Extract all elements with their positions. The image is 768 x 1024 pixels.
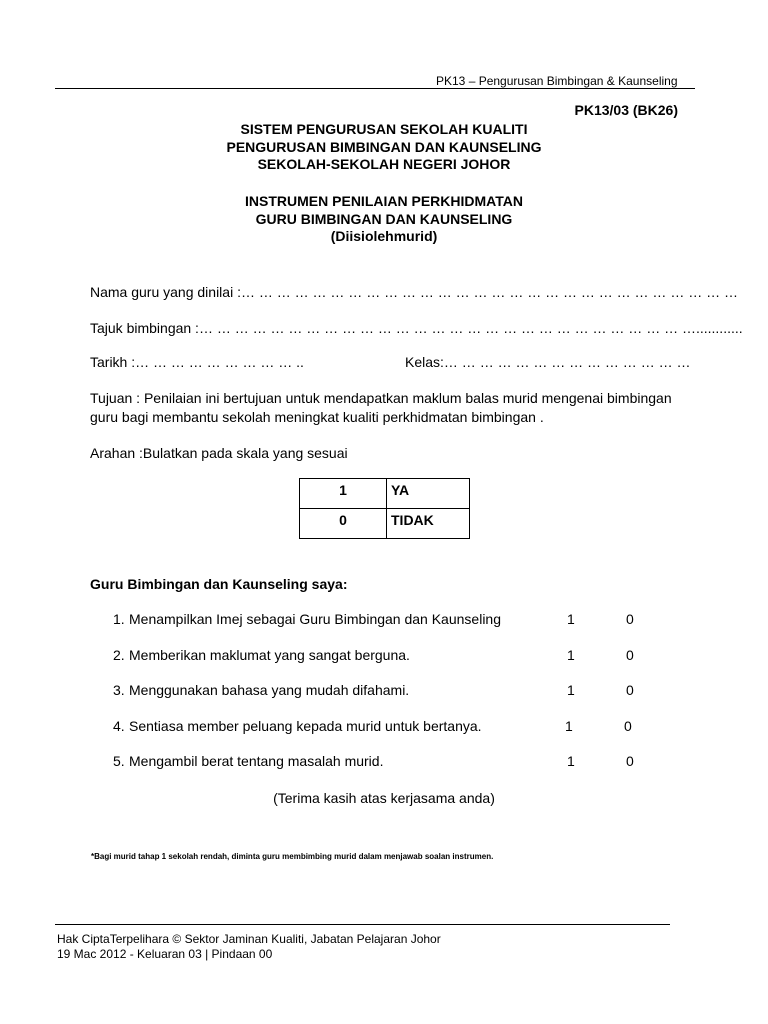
scale-value-cell: 0	[300, 509, 387, 539]
question-text: Menampilkan Imej sebagai Guru Bimbingan dan Kaunseling	[129, 611, 501, 627]
question-number: 4.	[113, 718, 125, 734]
title-line-2: PENGURUSAN BIMBINGAN DAN KAUNSELING	[226, 138, 542, 155]
footer-copyright: Hak CiptaTerpelihara © Sektor Jaminan Kualiti, Jabatan Pelajaran Johor	[57, 932, 441, 946]
title-block	[0, 121, 768, 174]
class-field[interactable]: Kelas:… … … … … … … … … … … … … …	[405, 354, 691, 370]
question-number: 5.	[113, 753, 125, 769]
topic-field[interactable]: Tajuk bimbingan :… … … … … … … … … … … … … … … … … … … … … … … … … … … …............	[90, 320, 743, 336]
section-title: Guru Bimbingan dan Kaunseling saya:	[90, 576, 348, 592]
question-item	[113, 647, 673, 665]
question-text: Mengambil berat tentang masalah murid.	[129, 753, 384, 769]
instrument-title-line-3: (Diisiolehmurid)	[330, 228, 438, 244]
question-text: Sentiasa member peluang kepada murid untuk bertanya.	[129, 718, 482, 734]
answer-option-0[interactable]: 0	[626, 647, 634, 663]
teacher-name-field[interactable]: Nama guru yang dinilai :… … … … … … … … … … … … … … … … … … … … … … … … … … … …	[90, 284, 738, 300]
footer-divider	[55, 924, 670, 925]
scale-label-cell: TIDAK	[387, 509, 470, 539]
answer-option-0[interactable]: 0	[626, 682, 634, 698]
instrument-title-line-1: INSTRUMEN PENILAIAN PERKHIDMATAN	[245, 193, 523, 209]
header-text: PK13 – Pengurusan Bimbingan & Kaunseling	[436, 74, 678, 88]
instrument-title-line-2: GURU BIMBINGAN DAN KAUNSELING	[255, 210, 513, 227]
question-item	[113, 682, 673, 700]
instruction-text: Arahan :Bulatkan pada skala yang sesuai	[90, 445, 348, 461]
answer-option-1[interactable]: 1	[567, 753, 575, 769]
scale-table	[299, 478, 470, 539]
scale-row	[300, 509, 470, 539]
document-code: PK13/03 (BK26)	[574, 102, 678, 118]
scale-row	[300, 479, 470, 509]
header-divider	[55, 88, 695, 89]
answer-option-0[interactable]: 0	[626, 611, 634, 627]
question-item	[113, 753, 673, 771]
date-field[interactable]: Tarikh :… … … … … … … … … ..	[90, 354, 304, 370]
scale-value-cell: 1	[300, 479, 387, 509]
answer-option-1[interactable]: 1	[565, 718, 573, 734]
question-text: Memberikan maklumat yang sangat berguna.	[129, 647, 410, 663]
thanks-text: (Terima kasih atas kerjasama anda)	[273, 790, 495, 806]
instrument-title-block	[0, 193, 768, 246]
question-item	[113, 611, 673, 629]
title-line-1: SISTEM PENGURUSAN SEKOLAH KUALITI	[240, 121, 528, 137]
question-number: 2.	[113, 647, 125, 663]
title-line-3: SEKOLAH-SEKOLAH NEGERI JOHOR	[257, 156, 511, 172]
footnote: *Bagi murid tahap 1 sekolah rendah, diminta guru membimbing murid dalam menjawab soalan instrumen.	[91, 852, 494, 861]
answer-option-1[interactable]: 1	[567, 647, 575, 663]
footer-revision: 19 Mac 2012 - Keluaran 03 | Pindaan 00	[57, 947, 273, 961]
scale-label-cell: YA	[387, 479, 470, 509]
question-text: Menggunakan bahasa yang mudah difahami.	[129, 682, 410, 698]
question-item	[113, 718, 673, 736]
question-number: 3.	[113, 682, 125, 698]
purpose-text: Tujuan : Penilaian ini bertujuan untuk mendapatkan maklum balas murid mengenai bimbingan guru bagi membantu sekolah meningkat kualiti perkhidmatan bimbingan .	[90, 390, 672, 425]
answer-option-0[interactable]: 0	[626, 753, 634, 769]
answer-option-0[interactable]: 0	[624, 718, 632, 734]
question-number: 1.	[113, 611, 125, 627]
answer-option-1[interactable]: 1	[567, 611, 575, 627]
answer-option-1[interactable]: 1	[567, 682, 575, 698]
